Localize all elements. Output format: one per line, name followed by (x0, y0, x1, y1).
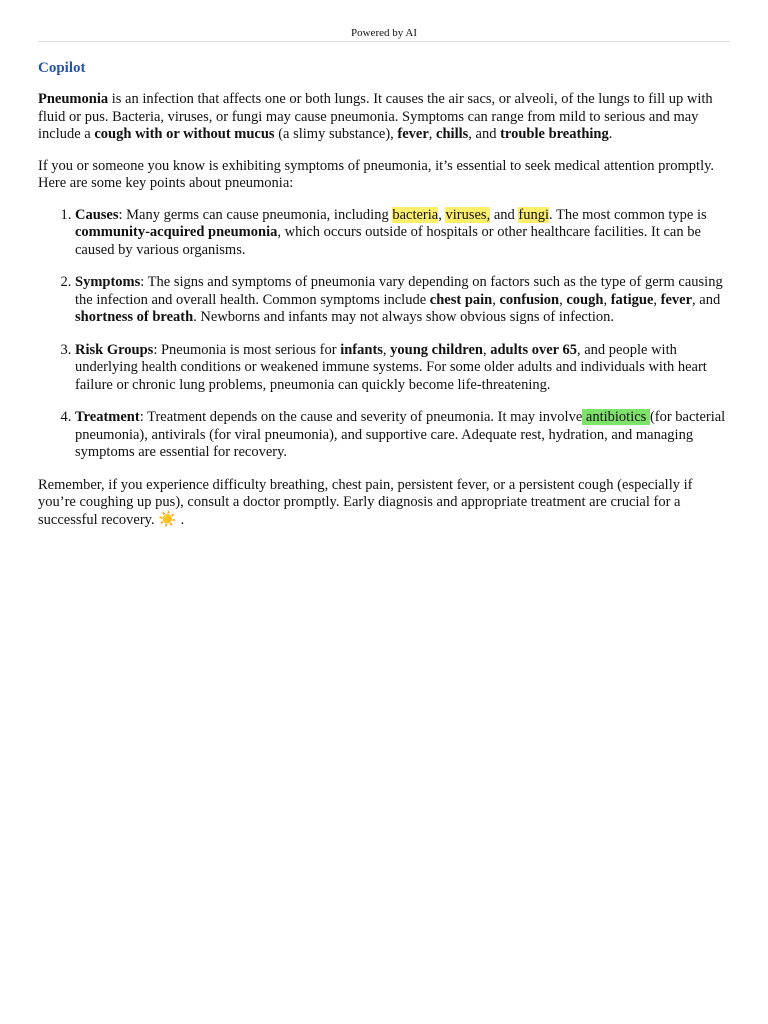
intro-paragraph: Pneumonia is an infection that affects one or both lungs. It causes the air sacs, or alveoli, of the lungs to fill up with fluid or pus. Bacteria, viruses, or fungi may cause pneumonia. Symptoms can range from mild to serious and may include a cough with or without mucus (a slimy substance), fever, chills, and trouble breathing. (38, 91, 713, 142)
key-points-list (38, 207, 730, 462)
highlight-bacteria: bacteria (392, 206, 439, 223)
list-item-treatment: 4. Treatment: Treatment depends on the cause and severity of pneumonia. It may involve antibiotics (for bacterial pneumonia), antivirals (for viral pneumonia), and supportive care. Adequate rest, hydration, and managing symptoms are essential for recovery. (75, 409, 730, 462)
answer-body (38, 91, 730, 529)
term-pneumonia: Pneumonia (38, 91, 109, 107)
list-item-symptoms: 2. Symptoms: The signs and symptoms of pneumonia vary depending on factors such as the type of germ causing the infection and overall health. Common symptoms include chest pain, confusion, cough, fatigue, fever, and shortness of breath. Newborns and infants may not always show obvious signs of infection. (75, 274, 730, 327)
page-title: Copilot (38, 60, 86, 76)
highlight-viruses: viruses, (445, 206, 491, 223)
list-item-causes: 1. Causes: Many germs can cause pneumonia, including bacteria, viruses, and fungi. The most common type is community-acquired pneumonia, which occurs outside of hospitals or other healthcare facilities. It can be caused by various organisms. (75, 207, 730, 260)
copilot-response (38, 0, 730, 529)
closing-paragraph: Remember, if you experience difficulty breathing, chest pain, persistent fever, or a persistent cough (especially if you’re coughing up pus), consult a doctor promptly. Early diagnosis and appropriate treatment are crucial for a successful recovery. ☀️ . (38, 476, 693, 528)
lead-paragraph: If you or someone you know is exhibiting symptoms of pneumonia, it’s essential to seek medical attention promptly. Here are some key points about pneumonia: (38, 157, 715, 191)
list-item-risk-groups: 3. Risk Groups: Pneumonia is most serious for infants, young children, adults over 65, and people with underlying health conditions or weakened immune systems. For some older adults and individuals with heart failure or chronic lung problems, pneumonia can quickly become life-threatening. (75, 342, 730, 395)
highlight-fungi: fungi (518, 206, 549, 223)
powered-by-header: Powered by AI (38, 0, 730, 42)
highlight-antibiotics: antibiotics (582, 409, 650, 425)
sun-icon: ☀️ (158, 511, 177, 528)
